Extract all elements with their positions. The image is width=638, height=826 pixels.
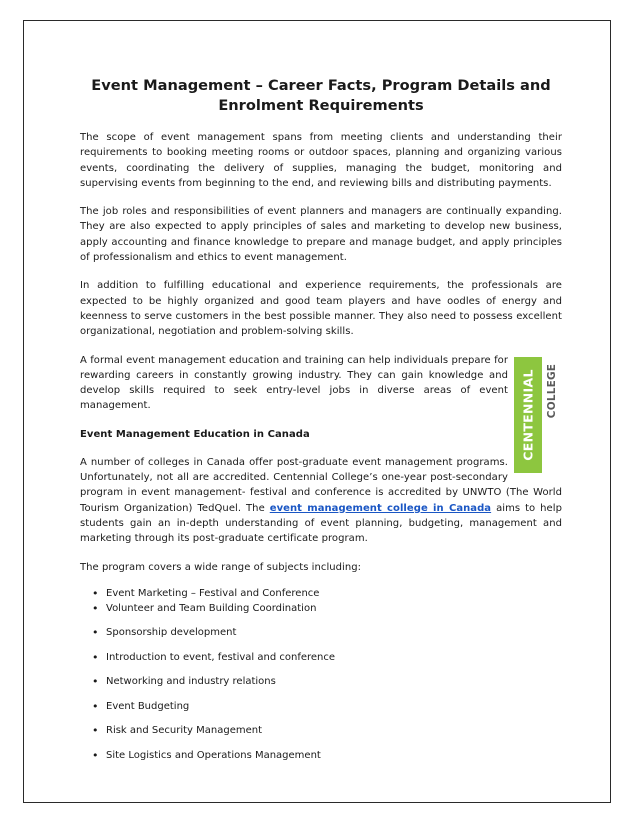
list-item: • Networking and industry relations (106, 674, 562, 689)
logo-sub-text: COLLEGE (546, 363, 558, 418)
list-item: • Sponsorship development (106, 625, 562, 640)
paragraph-requirements: In addition to fulfilling educational and experience requirements, the professionals are expected to be highly organized and good team players and have oodles of energy and keenness to serve customers in the best possible manner. They also need to possess excellent organizational, negotiation and problem-solving skills. (80, 280, 562, 338)
paragraph-canada (80, 455, 562, 547)
event-management-college-link[interactable]: event management college in Canada (269, 502, 492, 514)
list-item: • Volunteer and Team Building Coordination (106, 601, 562, 616)
paragraph-roles: The job roles and responsibilities of event planners and managers are continually expanding. They are also expected to apply principles of sales and marketing to develop new business, apply accounting and finance knowledge to prepare and manage budget, and apply principles of professionalism and ethics to event management. (80, 206, 562, 264)
list-item: • Event Budgeting (106, 699, 562, 714)
document-title: Event Management – Career Facts, Program Details and Enrolment Requirements (91, 77, 551, 114)
canada-text-after-link: aims to help students gain an in-depth understanding of event planning, budgeting, management and marketing through its post-graduate certificate program. (80, 502, 562, 545)
logo-main-text: CENTENNIAL (520, 368, 536, 461)
centennial-college-logo (514, 357, 562, 473)
list-item: • Site Logistics and Operations Management (106, 748, 562, 763)
section-heading-canada: Event Management Education in Canada (80, 428, 310, 440)
subjects-list (80, 586, 562, 763)
paragraph-scope: The scope of event management spans from meeting clients and understanding their requirements to booking meeting rooms or outdoor spaces, planning and organizing various events, coordinating the delivery of supplies, managing the budget, monitoring and supervising events from beginning to the end, and reviewing bills and distributing payments. (80, 132, 562, 189)
list-item: • Event Marketing – Festival and Conference (106, 586, 562, 601)
document-body (80, 76, 562, 763)
list-item: • Introduction to event, festival and conference (106, 650, 562, 665)
list-intro: The program covers a wide range of subjects including: (80, 561, 362, 573)
paragraph-formal-education: A formal event management education and training can help individuals prepare for rewarding careers in constantly growing industry. They can gain knowledge and develop skills required to seek entry-level jobs in diverse areas of event management. (80, 354, 508, 412)
list-item: • Risk and Security Management (106, 723, 562, 738)
canada-text-before-link: A number of colleges in Canada offer post-graduate event management programs. Unfortunately, not all are accredited. Centennial College’s one-year post-secondary program in event management- festival and conference is accredited by UNWTO (The World Tourism Organization) TedQuel. The (80, 456, 562, 514)
